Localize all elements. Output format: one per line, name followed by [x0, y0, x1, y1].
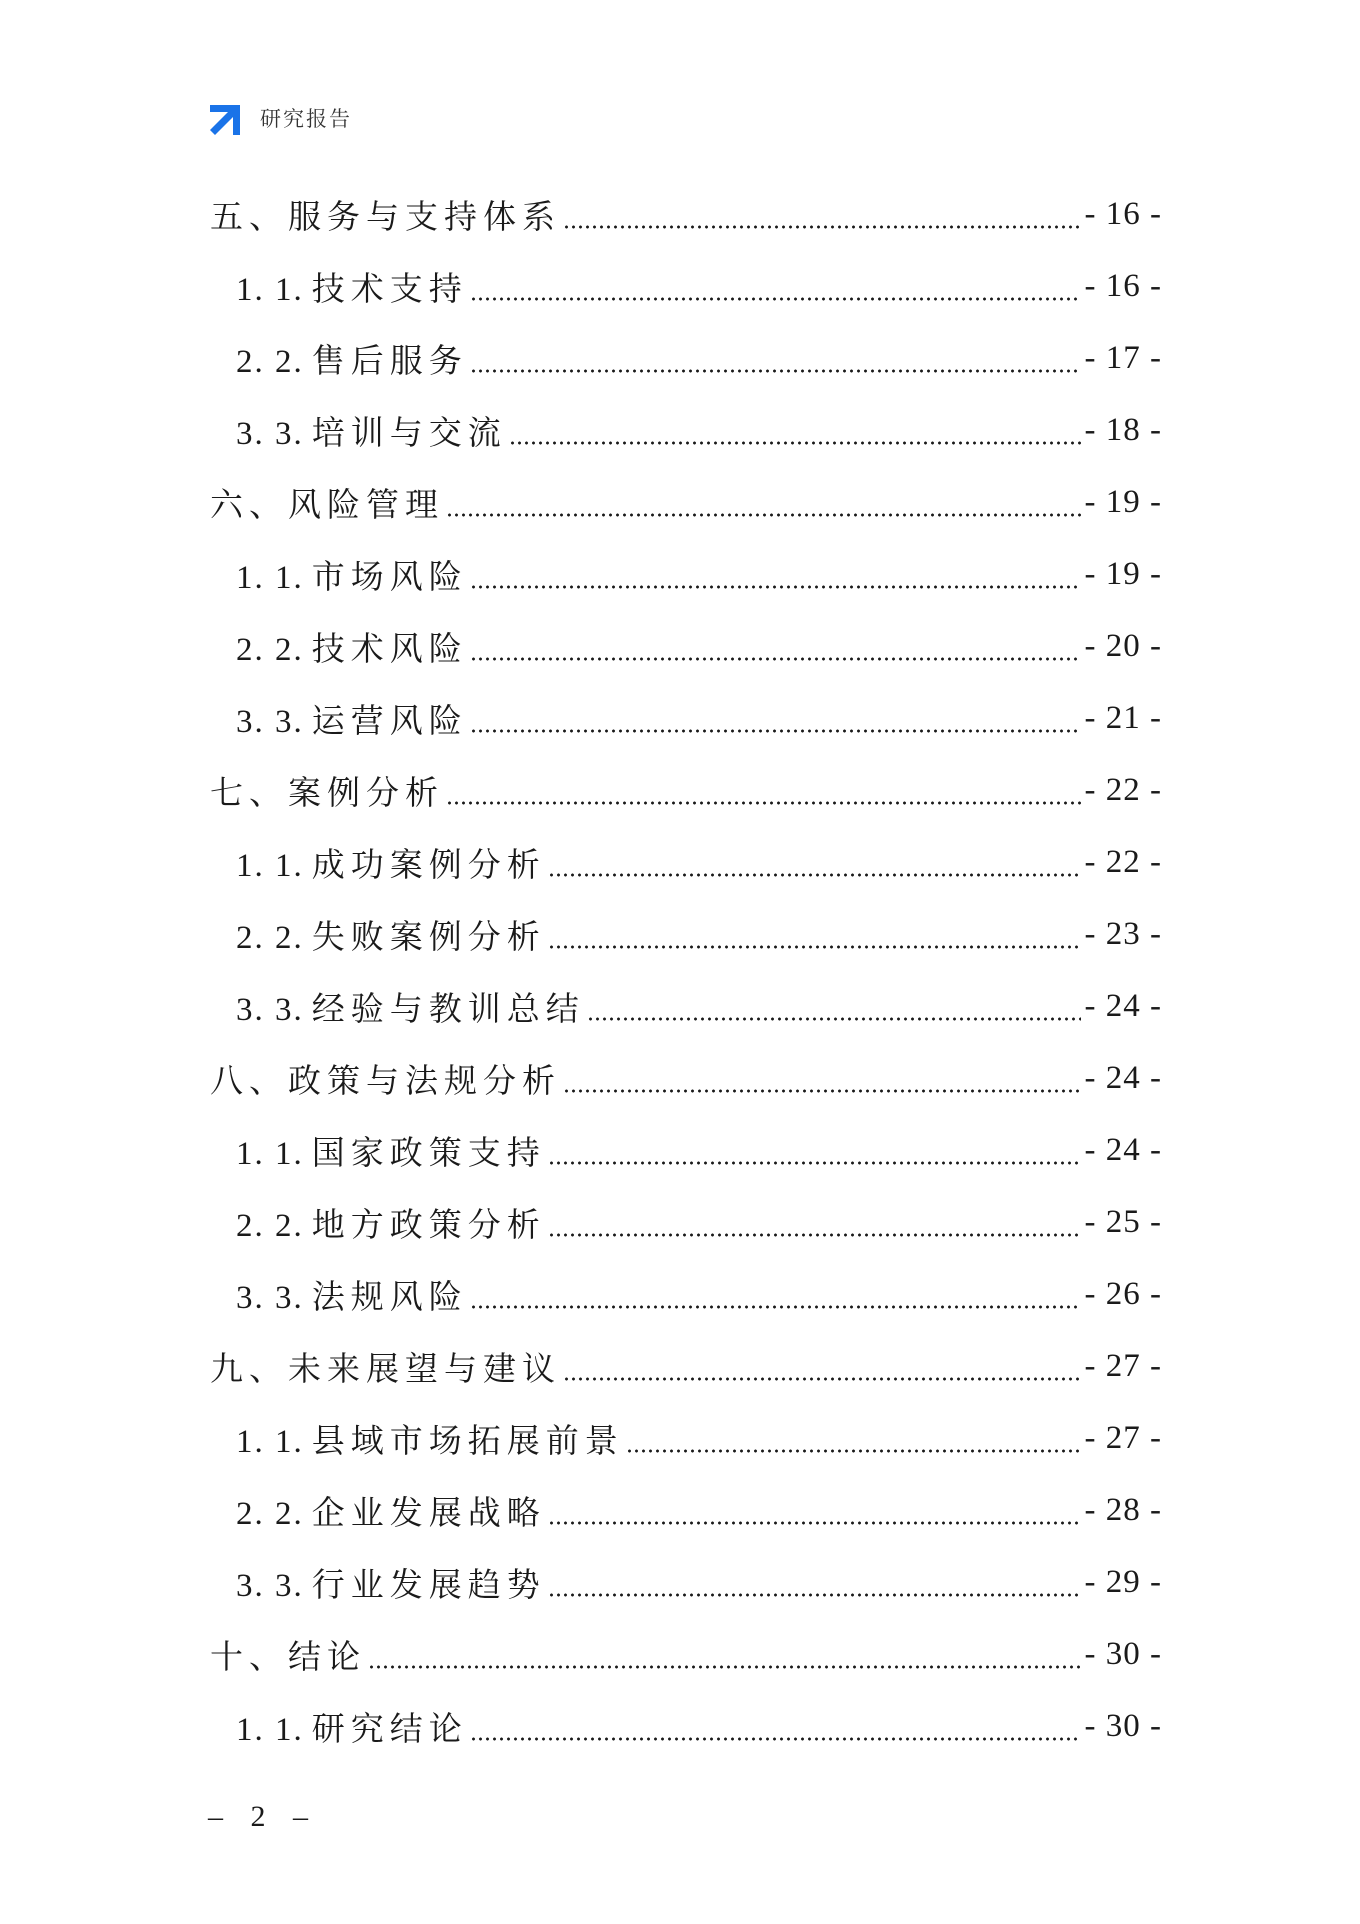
- toc-entry-page: - 19 -: [1084, 483, 1162, 520]
- toc-entry-title: 法规风险: [311, 1276, 468, 1316]
- toc-entry-page: - 16 -: [1084, 195, 1162, 232]
- toc-entry-number: 2. 2.: [236, 919, 304, 956]
- toc-entry[interactable]: [210, 394, 1162, 466]
- toc-entry[interactable]: [210, 1258, 1162, 1330]
- toc-entry-page: - 17 -: [1084, 339, 1162, 376]
- toc-entry-page: - 20 -: [1084, 627, 1162, 664]
- toc-entry-title: 技术风险: [311, 628, 468, 668]
- toc-entry-label: [236, 695, 468, 742]
- dot-leader: [446, 801, 1081, 805]
- toc-entry-page: - 24 -: [1084, 987, 1162, 1024]
- toc-entry-page: - 25 -: [1084, 1203, 1162, 1240]
- toc-entry-label: [236, 839, 546, 886]
- dot-leader: [470, 729, 1081, 733]
- toc-entry-label: [236, 551, 468, 598]
- toc-entry-title: 经验与教训总结: [311, 988, 585, 1028]
- dot-leader: [470, 297, 1081, 301]
- dot-leader: [548, 1521, 1081, 1525]
- toc-entry-title: 售后服务: [311, 340, 468, 380]
- toc-entry-title: 国家政策支持: [311, 1132, 546, 1172]
- toc-entry-title: 六、风险管理: [210, 484, 444, 524]
- toc-entry-number: 1. 1.: [236, 1135, 304, 1172]
- dot-leader: [470, 1305, 1081, 1309]
- toc-entry-label: [236, 1415, 624, 1462]
- toc-entry-title: 企业发展战略: [311, 1492, 546, 1532]
- dot-leader: [470, 657, 1081, 661]
- toc-entry-page: - 29 -: [1084, 1563, 1162, 1600]
- toc-entry-page: - 24 -: [1084, 1059, 1162, 1096]
- toc-entry-number: 1. 1.: [236, 1711, 304, 1748]
- toc-entry-label: [236, 1127, 546, 1174]
- toc-entry[interactable]: [210, 538, 1162, 610]
- toc-entry-page: - 16 -: [1084, 267, 1162, 304]
- dot-leader: [626, 1449, 1081, 1453]
- toc-entry-number: 3. 3.: [236, 1567, 304, 1604]
- toc-entry-title: 行业发展趋势: [311, 1564, 546, 1604]
- toc-entry[interactable]: [210, 898, 1162, 970]
- toc-entry[interactable]: [210, 1546, 1162, 1618]
- toc-entry[interactable]: [210, 970, 1162, 1042]
- toc-entry-page: - 24 -: [1084, 1131, 1162, 1168]
- toc-entry-title: 五、服务与支持体系: [210, 196, 561, 236]
- toc-entry-title: 八、政策与法规分析: [210, 1060, 561, 1100]
- toc-entry-label: [236, 1271, 468, 1318]
- dot-leader: [548, 945, 1081, 949]
- toc-entry-label: [236, 335, 468, 382]
- toc-entry-label: [210, 479, 444, 526]
- dot-leader: [548, 1233, 1081, 1237]
- toc-entry-title: 培训与交流: [311, 412, 507, 452]
- toc-entry-label: [210, 191, 561, 238]
- dot-leader: [563, 1089, 1081, 1093]
- toc-entry[interactable]: [210, 1186, 1162, 1258]
- toc-entry-label: [210, 1343, 561, 1390]
- toc-entry[interactable]: [210, 1402, 1162, 1474]
- toc-entry-title: 九、未来展望与建议: [210, 1348, 561, 1388]
- toc-entry-label: [236, 1559, 546, 1606]
- toc-entry-label: [236, 263, 468, 310]
- toc-entry-number: 1. 1.: [236, 847, 304, 884]
- toc-entry[interactable]: [210, 1330, 1162, 1402]
- dot-leader: [470, 585, 1081, 589]
- toc-entry-page: - 18 -: [1084, 411, 1162, 448]
- toc-entry[interactable]: [210, 1114, 1162, 1186]
- header-title: 研究报告: [260, 107, 352, 131]
- toc-entry-label: [236, 983, 585, 1030]
- toc-entry-page: - 28 -: [1084, 1491, 1162, 1528]
- toc-entry-number: 3. 3.: [236, 991, 304, 1028]
- toc-entry[interactable]: [210, 1474, 1162, 1546]
- toc-entry[interactable]: [210, 1618, 1162, 1690]
- toc-entry-label: [236, 1703, 468, 1750]
- toc-entry[interactable]: [210, 466, 1162, 538]
- toc-entry-title: 运营风险: [311, 700, 468, 740]
- toc-entry-page: - 23 -: [1084, 915, 1162, 952]
- toc-entry-label: [210, 1631, 366, 1678]
- dot-leader: [548, 1161, 1081, 1165]
- toc-entry[interactable]: [210, 610, 1162, 682]
- toc-entry-page: - 19 -: [1084, 555, 1162, 592]
- toc-entry-number: 1. 1.: [236, 271, 304, 308]
- dot-leader: [548, 1593, 1081, 1597]
- toc-entry-title: 县域市场拓展前景: [311, 1420, 624, 1460]
- toc-entry-title: 成功案例分析: [311, 844, 546, 884]
- toc-entry-number: 1. 1.: [236, 1423, 304, 1460]
- toc-entry-number: 2. 2.: [236, 1207, 304, 1244]
- toc-entry-page: - 26 -: [1084, 1275, 1162, 1312]
- page-number: – 2 –: [208, 1800, 318, 1833]
- toc-entry-number: 3. 3.: [236, 415, 304, 452]
- toc-entry-page: - 27 -: [1084, 1347, 1162, 1384]
- dot-leader: [548, 873, 1081, 877]
- arrow-up-right-icon: [208, 99, 246, 137]
- toc-entry[interactable]: [210, 322, 1162, 394]
- toc-entry[interactable]: [210, 250, 1162, 322]
- toc-entry-title: 地方政策分析: [311, 1204, 546, 1244]
- dot-leader: [368, 1665, 1081, 1669]
- toc-entry[interactable]: [210, 1042, 1162, 1114]
- toc-entry-title: 技术支持: [311, 268, 468, 308]
- toc-entry-title: 市场风险: [311, 556, 468, 596]
- dot-leader: [587, 1017, 1081, 1021]
- toc-entry-number: 2. 2.: [236, 1495, 304, 1532]
- toc-entry[interactable]: [210, 754, 1162, 826]
- toc-entry-page: - 30 -: [1084, 1635, 1162, 1672]
- toc-entry-label: [236, 407, 507, 454]
- page-header: [208, 98, 352, 138]
- toc-entry-page: - 27 -: [1084, 1419, 1162, 1456]
- toc-entry-page: - 22 -: [1084, 771, 1162, 808]
- toc-entry-label: [236, 1199, 546, 1246]
- toc-entry-page: - 30 -: [1084, 1707, 1162, 1744]
- toc-entry-page: - 21 -: [1084, 699, 1162, 736]
- toc-entry-number: 1. 1.: [236, 559, 304, 596]
- toc-entry-label: [210, 767, 444, 814]
- dot-leader: [563, 225, 1081, 229]
- toc-entry-title: 十、结论: [210, 1636, 366, 1676]
- toc-entry[interactable]: [210, 1690, 1162, 1762]
- toc-entry-number: 3. 3.: [236, 1279, 304, 1316]
- dot-leader: [509, 441, 1081, 445]
- table-of-contents: [210, 178, 1162, 1762]
- toc-entry-label: [210, 1055, 561, 1102]
- dot-leader: [470, 1737, 1081, 1741]
- toc-entry-label: [236, 623, 468, 670]
- toc-entry-number: 3. 3.: [236, 703, 304, 740]
- dot-leader: [446, 513, 1081, 517]
- toc-entry-page: - 22 -: [1084, 843, 1162, 880]
- toc-entry-number: 2. 2.: [236, 343, 304, 380]
- toc-entry-label: [236, 911, 546, 958]
- toc-entry[interactable]: [210, 826, 1162, 898]
- toc-entry[interactable]: [210, 682, 1162, 754]
- dot-leader: [470, 369, 1081, 373]
- toc-entry-title: 研究结论: [311, 1708, 468, 1748]
- toc-entry[interactable]: [210, 178, 1162, 250]
- toc-entry-title: 七、案例分析: [210, 772, 444, 812]
- toc-entry-title: 失败案例分析: [311, 916, 546, 956]
- toc-entry-label: [236, 1487, 546, 1534]
- toc-entry-number: 2. 2.: [236, 631, 304, 668]
- dot-leader: [563, 1377, 1081, 1381]
